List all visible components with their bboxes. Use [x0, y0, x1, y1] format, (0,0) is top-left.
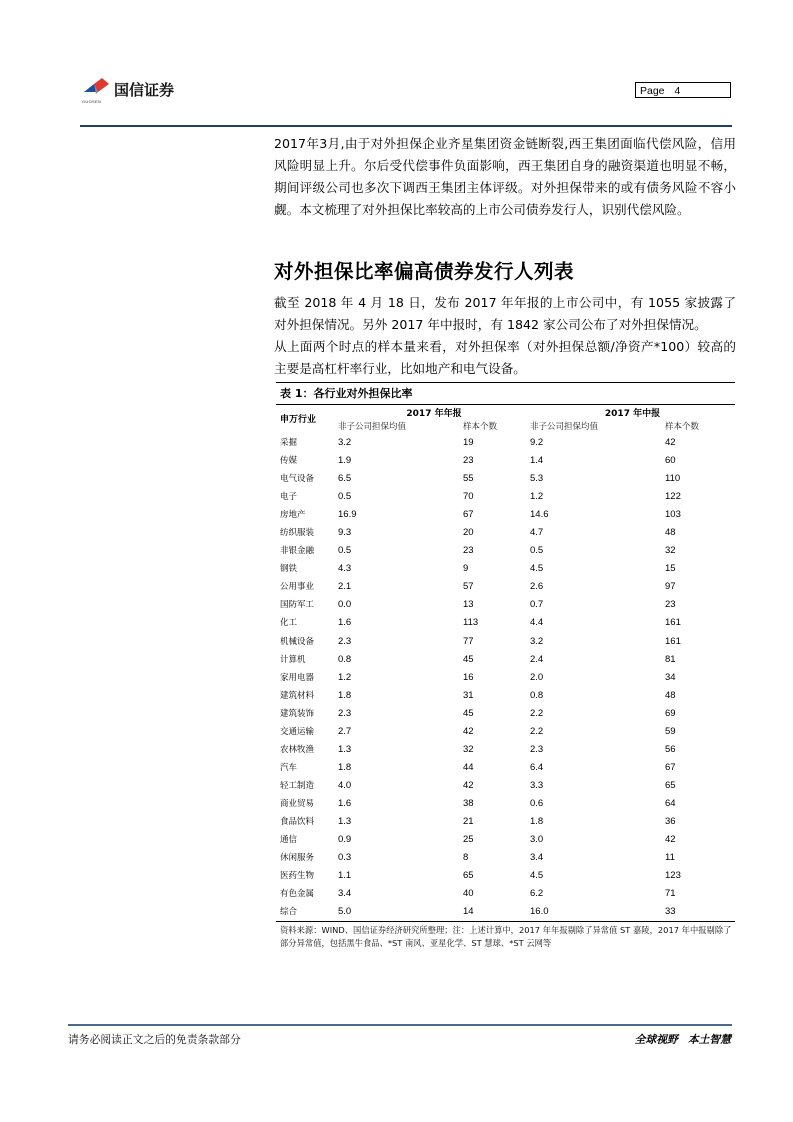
annual-count-cell: 42 [463, 725, 474, 737]
interim-count-cell: 33 [665, 906, 676, 918]
annual-count-cell: 16 [463, 671, 474, 683]
interim-count-cell: 36 [665, 816, 676, 827]
industry-cell: 农林牧渔 [280, 744, 315, 755]
interim-count-cell: 34 [665, 671, 676, 683]
annual-count-cell: 38 [463, 797, 474, 809]
footer-slogan [635, 1032, 731, 1047]
annual-avg-cell: 2.3 [338, 635, 352, 647]
table-row [276, 831, 735, 849]
table-row [276, 633, 735, 651]
annual-count-cell: 21 [463, 816, 474, 827]
guosen-logo-icon [82, 76, 110, 98]
col-annual-avg: 非子公司担保均值 [338, 422, 407, 432]
table-row [276, 759, 735, 777]
industry-cell: 国防军工 [280, 600, 315, 611]
interim-count-cell: 64 [665, 797, 676, 809]
table-row [276, 578, 735, 596]
annual-count-cell: 20 [463, 527, 474, 539]
interim-count-cell: 42 [665, 437, 676, 449]
interim-avg-cell: 1.4 [530, 455, 544, 467]
interim-count-cell: 59 [665, 725, 676, 737]
interim-count-cell: 97 [665, 581, 676, 593]
table-row [276, 470, 735, 488]
page-header [0, 0, 793, 130]
table-row [276, 434, 735, 452]
interim-avg-cell: 1.2 [530, 491, 544, 503]
interim-count-cell: 48 [665, 689, 676, 701]
table-row [276, 867, 735, 885]
industry-cell: 休闲服务 [280, 853, 315, 864]
annual-count-cell: 113 [463, 617, 479, 629]
annual-count-cell: 19 [463, 437, 474, 449]
interim-avg-cell: 4.5 [530, 563, 544, 575]
col-interim-avg: 非子公司担保均值 [530, 422, 599, 432]
table-row [276, 614, 735, 632]
table-header-row-2 [276, 420, 735, 434]
interim-count-cell: 48 [665, 527, 676, 539]
table-row [276, 741, 735, 759]
interim-count-cell: 32 [665, 545, 676, 557]
annual-avg-cell: 0.0 [338, 599, 352, 611]
interim-avg-cell: 3.4 [530, 852, 544, 864]
annual-avg-cell: 0.8 [338, 653, 352, 665]
interim-count-cell: 67 [665, 761, 676, 773]
body-paragraph-1: 截至 2018 年 4 月 18 日，发布 2017 年年报的上市公司中，有 1055 家披露了对外担保情况。另外 2017 年中报时，有 1842 家公司公布了对外担保情况。 [274, 295, 736, 332]
data-table [276, 405, 735, 921]
annual-count-cell: 8 [463, 852, 469, 864]
industry-cell: 钢铁 [280, 564, 298, 575]
annual-count-cell: 45 [463, 653, 474, 665]
table-source-note: 资料来源：WIND、国信证券经济研究所整理；注：上述计算中，2017 年年报剔除了异常值 ST 嘉陵，2017 年中报剔除了部分异常值，包括黑牛食品、*ST 南风、亚星化学、ST 慧球、*ST 云网等 [276, 921, 735, 950]
annual-count-cell: 13 [463, 599, 474, 611]
annual-avg-cell: 2.7 [338, 725, 352, 737]
industry-cell: 房地产 [280, 510, 306, 521]
annual-count-cell: 42 [463, 779, 474, 791]
interim-avg-cell: 2.2 [530, 725, 544, 737]
annual-avg-cell: 16.9 [338, 509, 357, 521]
annual-avg-cell: 5.0 [338, 906, 352, 918]
industry-cell: 计算机 [280, 654, 306, 665]
table-header-row-1 [276, 405, 735, 420]
interim-avg-cell: 3.2 [530, 635, 544, 647]
industry-cell: 医药生物 [280, 871, 315, 882]
interim-count-cell: 15 [665, 563, 676, 575]
interim-count-cell: 81 [665, 653, 676, 665]
interim-avg-cell: 16.0 [530, 906, 549, 918]
annual-avg-cell: 2.1 [338, 581, 352, 593]
interim-count-cell: 60 [665, 455, 676, 467]
annual-avg-cell: 1.9 [338, 455, 352, 467]
industry-cell: 商业贸易 [280, 798, 315, 809]
annual-avg-cell: 1.3 [338, 743, 352, 755]
annual-count-cell: 23 [463, 545, 474, 557]
table-row [276, 488, 735, 506]
industry-cell: 汽车 [280, 762, 298, 773]
interim-count-cell: 11 [665, 852, 675, 864]
col-industry: 申万行业 [280, 415, 317, 425]
annual-count-cell: 55 [463, 473, 474, 485]
interim-avg-cell: 3.0 [530, 834, 544, 846]
annual-avg-cell: 1.8 [338, 761, 352, 773]
annual-avg-cell: 1.8 [338, 689, 352, 701]
header-divider [80, 125, 732, 127]
interim-avg-cell: 3.3 [530, 779, 544, 791]
annual-avg-cell: 3.2 [338, 437, 352, 449]
annual-count-cell: 9 [463, 563, 469, 575]
interim-count-cell: 42 [665, 834, 676, 846]
annual-count-cell: 31 [463, 689, 474, 701]
annual-count-cell: 70 [463, 491, 474, 503]
table-row [276, 452, 735, 470]
logo-english-text: GUOSEN [82, 99, 102, 104]
page-indicator [635, 82, 731, 98]
industry-cell: 家用电器 [280, 672, 315, 683]
annual-avg-cell: 1.3 [338, 816, 352, 827]
industry-cell: 建筑材料 [280, 690, 315, 701]
annual-avg-cell: 1.6 [338, 797, 352, 809]
table-row [276, 560, 735, 578]
page-label: Page [640, 85, 665, 97]
annual-avg-cell: 6.5 [338, 473, 352, 485]
annual-count-cell: 40 [463, 888, 474, 900]
industry-cell: 交通运输 [280, 726, 315, 737]
interim-avg-cell: 9.2 [530, 437, 544, 449]
annual-count-cell: 65 [463, 870, 474, 882]
annual-count-cell: 23 [463, 455, 474, 467]
interim-count-cell: 161 [665, 635, 681, 647]
industry-cell: 纺织服装 [280, 528, 315, 539]
interim-avg-cell: 0.8 [530, 689, 544, 701]
annual-avg-cell: 4.0 [338, 779, 352, 791]
interim-avg-cell: 0.7 [530, 599, 544, 611]
industry-cell: 机械设备 [280, 636, 315, 647]
table-row [276, 849, 735, 867]
interim-count-cell: 23 [665, 599, 676, 611]
interim-avg-cell: 0.6 [530, 797, 544, 809]
annual-avg-cell: 1.6 [338, 617, 352, 629]
table-row [276, 777, 735, 795]
annual-avg-cell: 0.9 [338, 834, 352, 846]
interim-count-cell: 122 [665, 491, 681, 503]
table-row [276, 687, 735, 705]
section-title: 对外担保比率偏高债券发行人列表 [274, 260, 575, 283]
industry-cell: 电气设备 [280, 474, 315, 485]
interim-avg-cell: 2.3 [530, 743, 544, 755]
annual-count-cell: 44 [463, 761, 474, 773]
body-paragraph-2: 从上面两个时点的样本量来看，对外担保率（对外担保总额/净资产*100）较高的主要是高杠杆率行业，比如地产和电气设备。 [274, 339, 736, 376]
annual-avg-cell: 0.3 [338, 852, 352, 864]
table-body [276, 434, 735, 921]
industry-cell: 电子 [280, 492, 298, 503]
slogan-part-2: 本土智慧 [687, 1033, 731, 1046]
interim-avg-cell: 2.0 [530, 671, 544, 683]
table-row [276, 813, 735, 831]
annual-count-cell: 32 [463, 743, 474, 755]
annual-count-cell: 45 [463, 707, 474, 719]
industry-cell: 轻工制造 [280, 780, 315, 791]
interim-count-cell: 65 [665, 779, 676, 791]
annual-avg-cell: 2.3 [338, 707, 352, 719]
annual-avg-cell: 3.4 [338, 888, 352, 900]
interim-avg-cell: 1.8 [530, 816, 544, 827]
industry-cell: 建筑装饰 [280, 708, 315, 719]
guosen-logo [82, 76, 202, 106]
interim-avg-cell: 2.2 [530, 707, 544, 719]
table-row [276, 705, 735, 723]
annual-avg-cell: 0.5 [338, 545, 352, 557]
interim-avg-cell: 2.4 [530, 653, 544, 665]
industry-cell: 化工 [280, 618, 298, 629]
interim-count-cell: 103 [665, 509, 681, 521]
interim-avg-cell: 0.5 [530, 545, 544, 557]
table-row [276, 506, 735, 524]
interim-avg-cell: 5.3 [530, 473, 544, 485]
interim-count-cell: 71 [665, 888, 676, 900]
interim-avg-cell: 14.6 [530, 509, 549, 521]
interim-count-cell: 161 [665, 617, 681, 629]
industry-cell: 通信 [280, 835, 298, 846]
table-row [276, 542, 735, 560]
table-row [276, 669, 735, 687]
interim-avg-cell: 2.6 [530, 581, 544, 593]
col-interim-count: 样本个数 [665, 422, 700, 432]
col-group-annual: 2017 年年报 [406, 409, 462, 419]
table-row [276, 723, 735, 741]
annual-avg-cell: 1.1 [338, 870, 352, 882]
table-caption: 表 1：各行业对外担保比率 [276, 382, 735, 405]
page-number: 4 [674, 85, 681, 97]
industry-cell: 有色金属 [280, 889, 315, 900]
interim-count-cell: 110 [665, 473, 681, 485]
table-row [276, 524, 735, 542]
col-annual-count: 样本个数 [463, 422, 498, 432]
annual-count-cell: 14 [463, 906, 474, 918]
table-row [276, 903, 735, 921]
industry-cell: 采掘 [280, 438, 298, 449]
annual-count-cell: 57 [463, 581, 474, 593]
logo-chinese-text: 国信证券 [114, 81, 175, 99]
industry-cell: 公用事业 [280, 582, 315, 593]
industry-cell: 食品饮料 [280, 817, 315, 827]
table-row [276, 596, 735, 614]
guarantee-ratio-table [276, 382, 735, 950]
annual-avg-cell: 1.2 [338, 671, 352, 683]
annual-count-cell: 25 [463, 834, 474, 846]
interim-count-cell: 56 [665, 743, 676, 755]
annual-avg-cell: 0.5 [338, 491, 352, 503]
footer-divider [68, 1024, 732, 1026]
interim-avg-cell: 6.4 [530, 761, 544, 773]
annual-avg-cell: 9.3 [338, 527, 352, 539]
interim-count-cell: 69 [665, 707, 676, 719]
col-group-interim: 2017 年中报 [604, 409, 661, 419]
slogan-part-1: 全球视野 [634, 1033, 678, 1046]
interim-count-cell: 123 [665, 870, 681, 882]
industry-cell: 综合 [280, 907, 298, 918]
annual-avg-cell: 4.3 [338, 563, 352, 575]
table-row [276, 795, 735, 813]
footer-disclaimer: 请务必阅读正文之后的免责条款部分 [68, 1033, 241, 1046]
interim-avg-cell: 4.5 [530, 870, 544, 882]
annual-count-cell: 67 [463, 509, 474, 521]
interim-avg-cell: 6.2 [530, 888, 544, 900]
table-row [276, 651, 735, 669]
intro-paragraph: 2017年3月,由于对外担保企业齐星集团资金链断裂,西王集团面临代偿风险，信用风险明显上升。尔后受代偿事件负面影响，西王集团自身的融资渠道也明显不畅，期间评级公司也多次下调西王集团主体评级。对外担保带来的或有债务风险不容小觑。本文梳理了对外担保比率较高的上市公司债券发行人，识别代偿风险。 [274, 136, 736, 217]
industry-cell: 非银金融 [280, 546, 315, 557]
table-row [276, 885, 735, 903]
interim-avg-cell: 4.7 [530, 527, 544, 539]
industry-cell: 传媒 [280, 456, 298, 467]
interim-avg-cell: 4.4 [530, 617, 544, 629]
annual-count-cell: 77 [463, 635, 474, 647]
